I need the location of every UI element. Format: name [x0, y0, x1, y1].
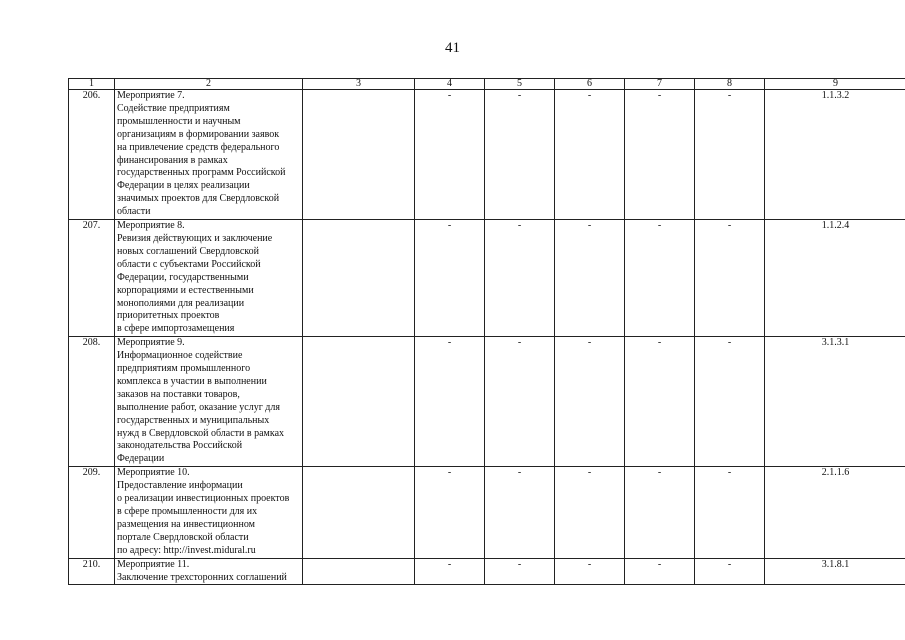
- header-cell: 2: [115, 79, 303, 90]
- measure-line: Федерации: [117, 453, 165, 465]
- value-cell: -: [625, 558, 695, 585]
- column-3-cell: [303, 90, 415, 220]
- measure-line: Мероприятие 10.: [117, 467, 190, 479]
- measure-line: корпорациями и естественными: [117, 284, 254, 296]
- target-code: 3.1.8.1: [765, 558, 905, 585]
- measure-line: организациям в формировании заявок: [117, 128, 280, 140]
- value-cell: -: [485, 90, 555, 220]
- measure-line: предприятиям промышленного: [117, 363, 251, 375]
- column-3-cell: [303, 558, 415, 585]
- measure-description: [115, 337, 303, 467]
- value-cell: -: [555, 337, 625, 467]
- table-row: [69, 220, 905, 337]
- row-number: 209.: [69, 467, 115, 558]
- header-cell: 1: [69, 79, 115, 90]
- measure-line: финансирования в рамках: [117, 154, 228, 166]
- value-cell: -: [415, 467, 485, 558]
- value-cell: -: [485, 467, 555, 558]
- table-row: [69, 90, 905, 220]
- measure-line: на привлечение средств федерального: [117, 141, 280, 153]
- measure-line: в сфере промышленности для их: [117, 506, 258, 517]
- measure-line: выполнение работ, оказание услуг для: [117, 401, 280, 413]
- measure-line: области: [117, 206, 151, 218]
- header-cell: 6: [555, 79, 625, 90]
- measure-line: Мероприятие 9.: [117, 337, 185, 349]
- measure-line: размещения на инвестиционном: [117, 518, 256, 530]
- value-cell: -: [555, 220, 625, 337]
- column-3-cell: [303, 467, 415, 558]
- table-row: [69, 467, 905, 558]
- measure-line: значимых проектов для Свердловской: [117, 193, 280, 205]
- value-cell: -: [415, 220, 485, 337]
- header-cell: 4: [415, 79, 485, 90]
- measure-line: по адресу: http://invest.midural.ru: [117, 544, 256, 556]
- value-cell: -: [485, 220, 555, 337]
- value-cell: -: [625, 220, 695, 337]
- target-code: 2.1.1.6: [765, 467, 905, 558]
- measure-line: монополиями для реализации: [117, 297, 245, 309]
- value-cell: -: [555, 90, 625, 220]
- measures-table: [68, 78, 905, 585]
- measure-line: о реализации инвестиционных проектов: [117, 493, 290, 505]
- row-number: 207.: [69, 220, 115, 337]
- measure-line: в сфере импортозамещения: [117, 323, 235, 335]
- header-cell: 7: [625, 79, 695, 90]
- header-cell: 5: [485, 79, 555, 90]
- measure-description: [115, 467, 303, 558]
- measure-line: Мероприятие 7.: [117, 90, 185, 101]
- table-row: [69, 558, 905, 585]
- measure-line: Мероприятие 11.: [117, 558, 190, 570]
- measure-line: государственных и муниципальных: [117, 414, 270, 426]
- value-cell: -: [485, 337, 555, 467]
- measure-line: приоритетных проектов: [117, 310, 220, 322]
- measure-description: [115, 558, 303, 585]
- measure-line: законодательства Российской: [117, 440, 243, 452]
- row-number: 206.: [69, 90, 115, 220]
- measure-line: Информационное содействие: [117, 350, 243, 362]
- value-cell: -: [695, 220, 765, 337]
- target-code: 3.1.3.1: [765, 337, 905, 467]
- measure-line: Содействие предприятиям: [117, 102, 230, 114]
- value-cell: -: [485, 558, 555, 585]
- measure-line: Заключение трехсторонних соглашений: [117, 571, 287, 583]
- column-3-cell: [303, 220, 415, 337]
- measure-line: комплекса в участии в выполнении: [117, 375, 267, 387]
- value-cell: -: [415, 558, 485, 585]
- value-cell: -: [555, 467, 625, 558]
- value-cell: -: [625, 337, 695, 467]
- value-cell: -: [625, 467, 695, 558]
- measure-line: заказов на поставки товаров,: [117, 388, 240, 400]
- measure-line: новых соглашений Свердловской: [117, 245, 259, 257]
- table-row: [69, 337, 905, 467]
- value-cell: -: [625, 90, 695, 220]
- value-cell: -: [695, 467, 765, 558]
- value-cell: -: [695, 90, 765, 220]
- header-row: [69, 79, 905, 90]
- measure-line: нужд в Свердловской области в рамках: [117, 427, 285, 439]
- value-cell: -: [555, 558, 625, 585]
- measure-line: промышленности и научным: [117, 115, 241, 127]
- value-cell: -: [415, 90, 485, 220]
- target-code: 1.1.3.2: [765, 90, 905, 220]
- header-cell: 8: [695, 79, 765, 90]
- measure-line: Федерации, государственными: [117, 271, 249, 283]
- value-cell: -: [695, 337, 765, 467]
- value-cell: -: [695, 558, 765, 585]
- column-3-cell: [303, 337, 415, 467]
- measure-description: [115, 90, 303, 220]
- header-cell: 3: [303, 79, 415, 90]
- page-number: 41: [445, 40, 460, 56]
- measure-line: Предоставление информации: [117, 480, 243, 492]
- measure-line: Федерации в целях реализации: [117, 180, 250, 192]
- measure-line: Мероприятие 8.: [117, 220, 185, 232]
- measure-line: области с субъектами Российской: [117, 258, 261, 270]
- measure-line: государственных программ Российской: [117, 167, 286, 179]
- row-number: 208.: [69, 337, 115, 467]
- target-code: 1.1.2.4: [765, 220, 905, 337]
- header-cell: 9: [765, 79, 905, 90]
- value-cell: -: [415, 337, 485, 467]
- measure-line: Ревизия действующих и заключение: [117, 232, 273, 244]
- measure-description: [115, 220, 303, 337]
- row-number: 210.: [69, 558, 115, 585]
- measure-line: портале Свердловской области: [117, 531, 249, 543]
